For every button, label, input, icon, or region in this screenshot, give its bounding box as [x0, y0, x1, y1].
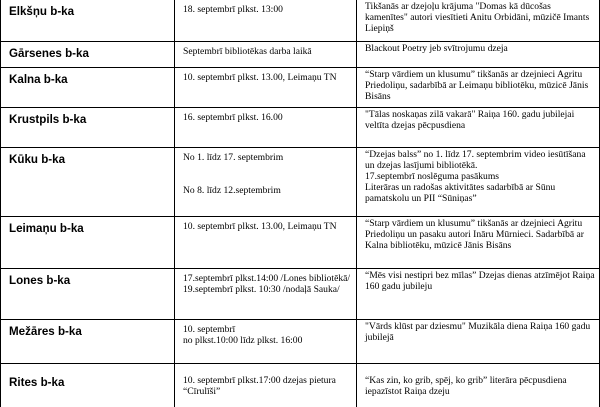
event-date: 10. septembrī no plkst.10:00 līdz plkst. 16:00 [175, 320, 357, 364]
library-name: Kalna b-ka [1, 68, 175, 108]
event-description: "Vārds klūst par dziesmu" Muzikāla diena Raiņa 160 gadu jubilejā [357, 320, 600, 364]
library-name: Kūku b-ka [1, 148, 175, 217]
event-date: 18. septembrī plkst. 13:00 [175, 0, 357, 42]
event-description: “Starp vārdiem un klusumu” tikšanās ar dzejnieci Agritu Priedoliņu un pasaku autori Ināru Mūrnieci. Sadarbībā ar Kalna bibliotēku, mūzicē Jānis Bisāns [357, 217, 600, 269]
event-date: 17.septembrī plkst.14:00 /Lones bibliotēkā/ 19.septembrī plkst. 10:30 /nodaļā Sauka/ [175, 269, 357, 320]
library-name: Leimaņu b-ka [1, 217, 175, 269]
event-date: 10. septembrī plkst. 13.00, Leimaņu TN [175, 68, 357, 108]
table-row [1, 42, 600, 68]
library-name: Krustpils b-ka [1, 108, 175, 148]
table-row [1, 108, 600, 148]
library-name: Mežāres b-ka [1, 320, 175, 364]
event-date: 10. septembrī plkst. 13.00, Leimaņu TN [175, 217, 357, 269]
table-row [1, 0, 600, 42]
event-description: Tikšanās ar dzejoļu krājuma "Domas kā dūcošas kamenītes" autori viesītieti Anitu Orbidāni, mūzičē Imants Liepiņš [357, 0, 600, 42]
event-description: “Kas zin, ko grib, spēj, ko grib” literāra pēcpusdiena iepazīstot Raiņa dzeju [357, 364, 600, 407]
table-row [1, 68, 600, 108]
event-description: "Tālas noskaņas zilā vakarā" Raiņa 160. gadu jubilejai veltīta dzejas pēcpusdiena [357, 108, 600, 148]
event-date: 16. septembrī plkst. 16.00 [175, 108, 357, 148]
event-date: Septembrī bibliotēkas darba laikā [175, 42, 357, 68]
library-name: Lones b-ka [1, 269, 175, 320]
table-row [1, 364, 600, 407]
table-row [1, 269, 600, 320]
table-row [1, 148, 600, 217]
table-row [1, 217, 600, 269]
table-row [1, 320, 600, 364]
event-description: “Starp vārdiem un klusumu” tikšanās ar dzejnieci Agritu Priedoliņu, sadarbībā ar Leimaņu bibliotēku, mūzicē Jānis Bisāns [357, 68, 600, 108]
event-description: “Mēs visi nestipri bez mīlas” Dzejas dienas atzīmējot Raiņa 160 gadu jubileju [357, 269, 600, 320]
library-name: Elkšņu b-ka [1, 0, 175, 42]
event-date: No 1. līdz 17. septembrim No 8. līdz 12.septembrim [175, 148, 357, 217]
event-description: Blackout Poetry jeb svītrojumu dzeja [357, 42, 600, 68]
library-name: Gārsenes b-ka [1, 42, 175, 68]
event-description: “Dzejas balss” no 1. līdz 17. septembrim video iesūtīšana un dzejas lasījumi bibliotēkā. 17.septembrī noslēguma pasākums Literāras un radošas aktivitātes sadarbībā ar Sūnu pamatskolu un PII “Sūniņas” [357, 148, 600, 217]
event-date: 10. septembrī plkst.17:00 dzejas pietura “Cīrulīši” [175, 364, 357, 407]
library-name: Rites b-ka [1, 364, 175, 407]
